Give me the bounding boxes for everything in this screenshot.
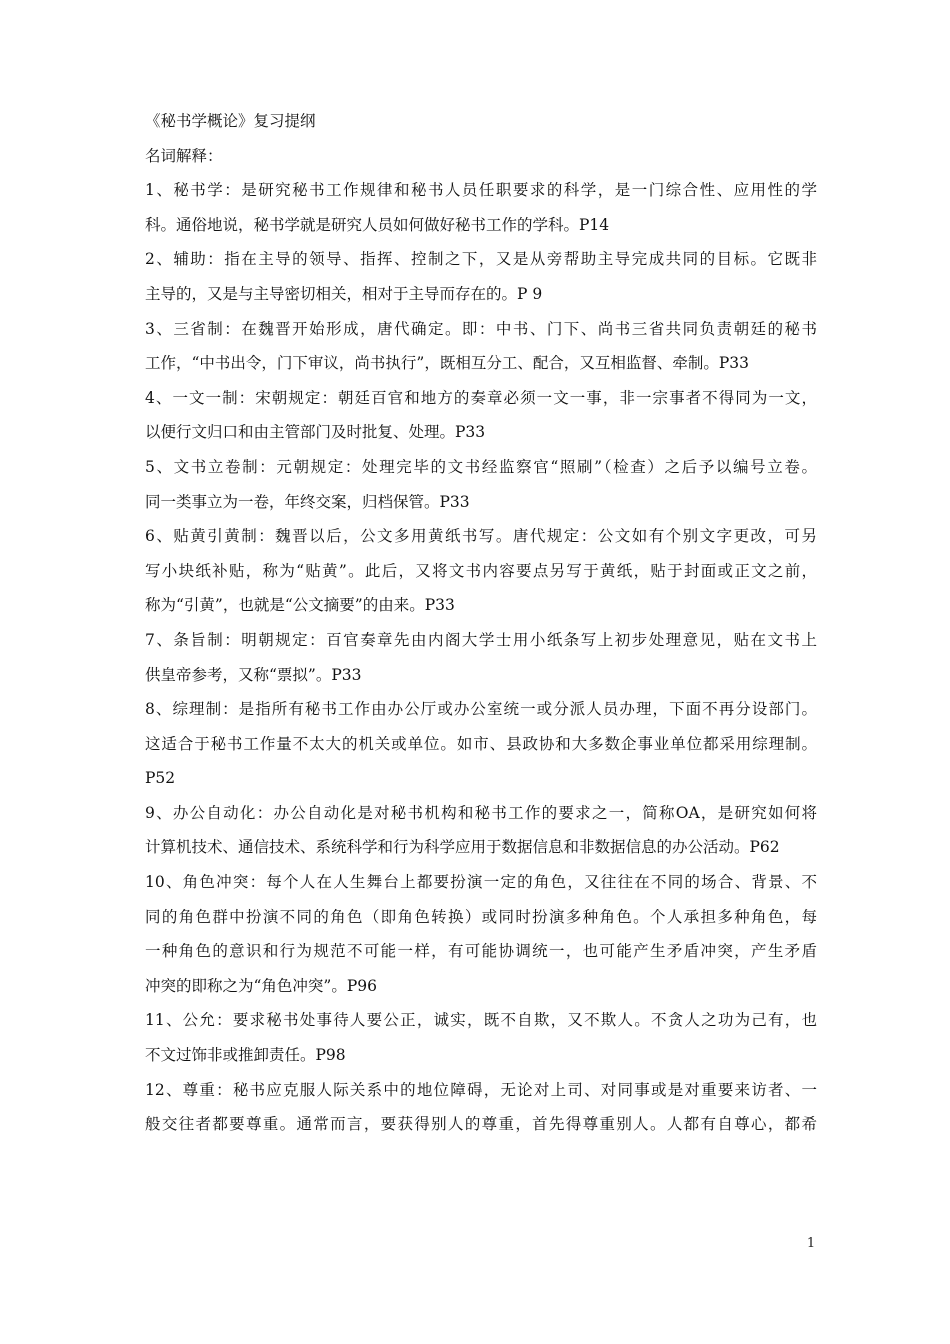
text-line: 写小块纸补贴，称为“贴黄”。此后，又将文书内容要点另写于黄纸，贴于封面或正文之前， — [145, 561, 817, 580]
text-line: 3、三省制：在魏晋开始形成，唐代确定。即：中书、门下、尚书三省共同负责朝廷的秘书 — [145, 319, 817, 338]
document-body — [145, 104, 817, 1142]
text-line: 11、公允：要求秘书处事待人要公正，诚实，既不自欺，又不欺人。不贪人之功为己有，也 — [145, 1011, 817, 1030]
text-line: 5、文书立卷制：元朝规定：处理完毕的文书经监察官“照刷”（检查）之后予以编号立卷。 — [145, 457, 817, 476]
text-line: 6、贴黄引黄制：魏晋以后，公文多用黄纸书写。唐代规定：公文如有个别文字更改，可另 — [145, 527, 817, 546]
text-line: 工作，“中书出令，门下审议，尚书执行”，既相互分工、配合，又互相监督、牵制。P33 — [145, 354, 750, 373]
document-title: 《秘书学概论》复习提纲 — [145, 112, 316, 130]
text-line: P52 — [145, 769, 176, 788]
text-line: 同的角色群中扮演不同的角色（即角色转换）或同时扮演多种角色。个人承担多种角色，每 — [145, 907, 817, 926]
text-line: 2、辅助：指在主导的领导、指挥、控制之下，又是从旁帮助主导完成共同的目标。它既非 — [145, 250, 817, 269]
text-line: 计算机技术、通信技术、系统科学和行为科学应用于数据信息和非数据信息的办公活动。P62 — [145, 838, 780, 857]
text-line: 这适合于秘书工作量不太大的机关或单位。如市、县政协和大多数企事业单位都采用综理制。 — [145, 734, 817, 753]
text-line: 不文过饰非或推卸责任。P98 — [145, 1046, 346, 1065]
definition-list — [145, 173, 817, 1142]
text-line: 10、角色冲突：每个人在人生舞台上都要扮演一定的角色，又往往在不同的场合、背景、不 — [145, 873, 817, 892]
text-line: 9、办公自动化：办公自动化是对秘书机构和秘书工作的要求之一，简称OA，是研究如何将 — [145, 803, 817, 822]
text-line: 8、综理制：是指所有秘书工作由办公厅或办公室统一或分派人员办理，下面不再分设部门。 — [145, 700, 817, 719]
text-line: 以便行文归口和由主管部门及时批复、处理。P33 — [145, 423, 486, 442]
page-number: 1 — [806, 1236, 816, 1251]
text-line: 12、尊重：秘书应克服人际关系中的地位障碍，无论对上司、对同事或是对重要来访者、一 — [145, 1080, 817, 1099]
text-line: 7、条旨制：明朝规定：百官奏章先由内阁大学士用小纸条写上初步处理意见，贴在文书上 — [145, 630, 817, 649]
text-line: 冲突的即称之为“角色冲突”。P96 — [145, 976, 378, 995]
text-line: 同一类事立为一卷，年终交案，归档保管。P33 — [145, 492, 470, 511]
text-line: 称为“引黄”，也就是“公文摘要”的由来。P33 — [145, 596, 455, 615]
text-line: 科。通俗地说，秘书学就是研究人员如何做好秘书工作的学科。P14 — [145, 215, 610, 234]
section-heading: 名词解释： — [145, 146, 223, 165]
text-line: 一种角色的意识和行为规范不可能一样，有可能协调统一，也可能产生矛盾冲突，产生矛盾 — [145, 942, 817, 961]
text-line: 主导的，又是与主导密切相关，相对于主导而存在的。P 9 — [145, 284, 543, 303]
text-line: 4、一文一制：宋朝规定：朝廷百官和地方的奏章必须一文一事，非一宗事者不得同为一文， — [145, 388, 817, 407]
text-line: 般交往者都要尊重。通常而言，要获得别人的尊重，首先得尊重别人。人都有自尊心，都希 — [145, 1115, 817, 1134]
text-line: 1、秘书学：是研究秘书工作规律和秘书人员任职要求的科学，是一门综合性、应用性的学 — [145, 181, 817, 200]
text-line: 供皇帝参考，又称“票拟”。P33 — [145, 665, 362, 684]
